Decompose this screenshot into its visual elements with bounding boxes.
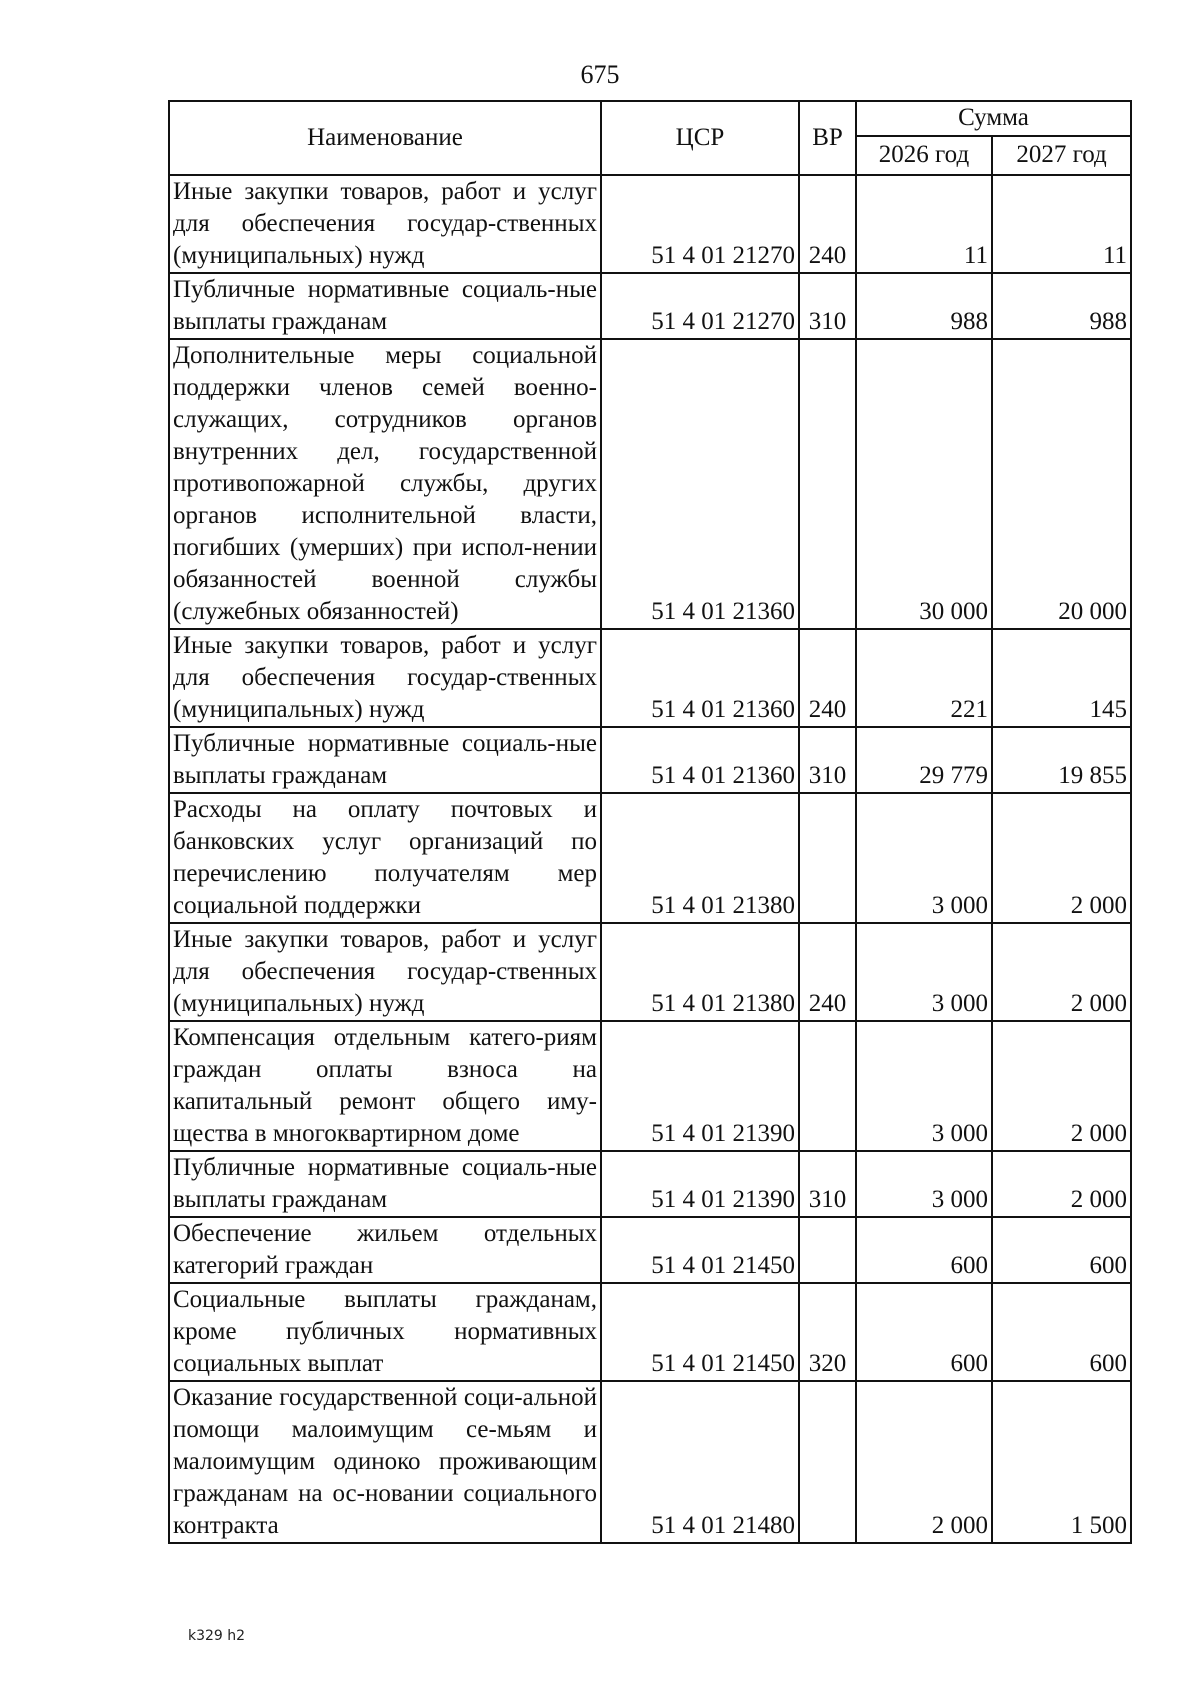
page-number: 675 (580, 60, 620, 89)
table-row (169, 727, 1131, 793)
row-vr (799, 339, 856, 629)
table-row (169, 1381, 1131, 1543)
row-name: Иные закупки товаров, работ и услуг для обеспечения государ-ственных (муниципальных) нужд (169, 629, 601, 727)
row-name: Обеспечение жильем отдельных категорий граждан (169, 1217, 601, 1283)
row-amount-2026: 988 (856, 273, 992, 339)
header-name: Наименование (169, 101, 601, 175)
row-csr: 51 4 01 21270 (601, 175, 799, 273)
row-csr: 51 4 01 21450 (601, 1217, 799, 1283)
row-amount-2026: 3 000 (856, 1151, 992, 1217)
row-amount-2027: 19 855 (992, 727, 1131, 793)
row-name: Иные закупки товаров, работ и услуг для обеспечения государ-ственных (муниципальных) нужд (169, 175, 601, 273)
row-vr (799, 1381, 856, 1543)
header-year-2027: 2027 год (992, 136, 1131, 175)
row-csr: 51 4 01 21390 (601, 1021, 799, 1151)
table-row (169, 923, 1131, 1021)
row-name: Расходы на оплату почтовых и банковских услуг организаций по перечислению получателям мер социальной поддержки (169, 793, 601, 923)
row-csr: 51 4 01 21390 (601, 1151, 799, 1217)
row-amount-2027: 145 (992, 629, 1131, 727)
table-header (169, 101, 1131, 175)
row-amount-2027: 600 (992, 1283, 1131, 1381)
row-amount-2027: 2 000 (992, 923, 1131, 1021)
row-amount-2026: 600 (856, 1283, 992, 1381)
header-year-2026: 2026 год (856, 136, 992, 175)
table-row (169, 1151, 1131, 1217)
row-amount-2026: 11 (856, 175, 992, 273)
row-amount-2026: 600 (856, 1217, 992, 1283)
row-vr: 240 (799, 923, 856, 1021)
header-vr: ВР (799, 101, 856, 175)
table-row (169, 1021, 1131, 1151)
row-amount-2027: 11 (992, 175, 1131, 273)
row-amount-2027: 2 000 (992, 793, 1131, 923)
row-vr: 240 (799, 629, 856, 727)
row-name: Публичные нормативные социаль-ные выплаты гражданам (169, 727, 601, 793)
table-row (169, 1283, 1131, 1381)
row-csr: 51 4 01 21360 (601, 727, 799, 793)
row-amount-2027: 1 500 (992, 1381, 1131, 1543)
footer-code: k329 h2 (188, 1628, 246, 1644)
row-vr: 310 (799, 1151, 856, 1217)
row-vr (799, 793, 856, 923)
table-row (169, 793, 1131, 923)
budget-table (168, 100, 1132, 1544)
row-amount-2026: 2 000 (856, 1381, 992, 1543)
row-vr: 240 (799, 175, 856, 273)
row-vr (799, 1217, 856, 1283)
row-vr: 320 (799, 1283, 856, 1381)
row-name: Публичные нормативные социаль-ные выплаты гражданам (169, 273, 601, 339)
row-amount-2026: 3 000 (856, 1021, 992, 1151)
row-name: Компенсация отдельным катего-риям граждан оплаты взноса на капитальный ремонт общего иму-щества в многоквартирном доме (169, 1021, 601, 1151)
table-row (169, 1217, 1131, 1283)
row-name: Оказание государственной соци-альной помощи малоимущим се-мьям и малоимущим одиноко проживающим гражданам на ос-новании социального контракта (169, 1381, 601, 1543)
row-csr: 51 4 01 21450 (601, 1283, 799, 1381)
table-row (169, 273, 1131, 339)
row-csr: 51 4 01 21480 (601, 1381, 799, 1543)
row-amount-2026: 3 000 (856, 793, 992, 923)
row-amount-2026: 29 779 (856, 727, 992, 793)
row-amount-2027: 600 (992, 1217, 1131, 1283)
table-row (169, 339, 1131, 629)
row-amount-2026: 221 (856, 629, 992, 727)
table-row (169, 629, 1131, 727)
table-body (169, 175, 1131, 1543)
row-name: Публичные нормативные социаль-ные выплаты гражданам (169, 1151, 601, 1217)
row-amount-2027: 988 (992, 273, 1131, 339)
row-amount-2027: 2 000 (992, 1151, 1131, 1217)
row-csr: 51 4 01 21360 (601, 339, 799, 629)
table-row (169, 175, 1131, 273)
row-name: Дополнительные меры социальной поддержки членов семей военно-служащих, сотрудников органов внутренних дел, государственной противопожарной службы, других органов исполнительной власти, погибших (умерших) при испол-нении обязанностей военной службы (служебных обязанностей) (169, 339, 601, 629)
row-csr: 51 4 01 21270 (601, 273, 799, 339)
row-amount-2027: 2 000 (992, 1021, 1131, 1151)
header-csr: ЦСР (601, 101, 799, 175)
row-amount-2027: 20 000 (992, 339, 1131, 629)
row-amount-2026: 3 000 (856, 923, 992, 1021)
row-csr: 51 4 01 21380 (601, 923, 799, 1021)
row-vr: 310 (799, 273, 856, 339)
row-name: Социальные выплаты гражданам, кроме публичных нормативных социальных выплат (169, 1283, 601, 1381)
row-amount-2026: 30 000 (856, 339, 992, 629)
row-vr: 310 (799, 727, 856, 793)
row-csr: 51 4 01 21380 (601, 793, 799, 923)
header-sum: Сумма (856, 101, 1131, 136)
row-csr: 51 4 01 21360 (601, 629, 799, 727)
row-name: Иные закупки товаров, работ и услуг для обеспечения государ-ственных (муниципальных) нужд (169, 923, 601, 1021)
row-vr (799, 1021, 856, 1151)
